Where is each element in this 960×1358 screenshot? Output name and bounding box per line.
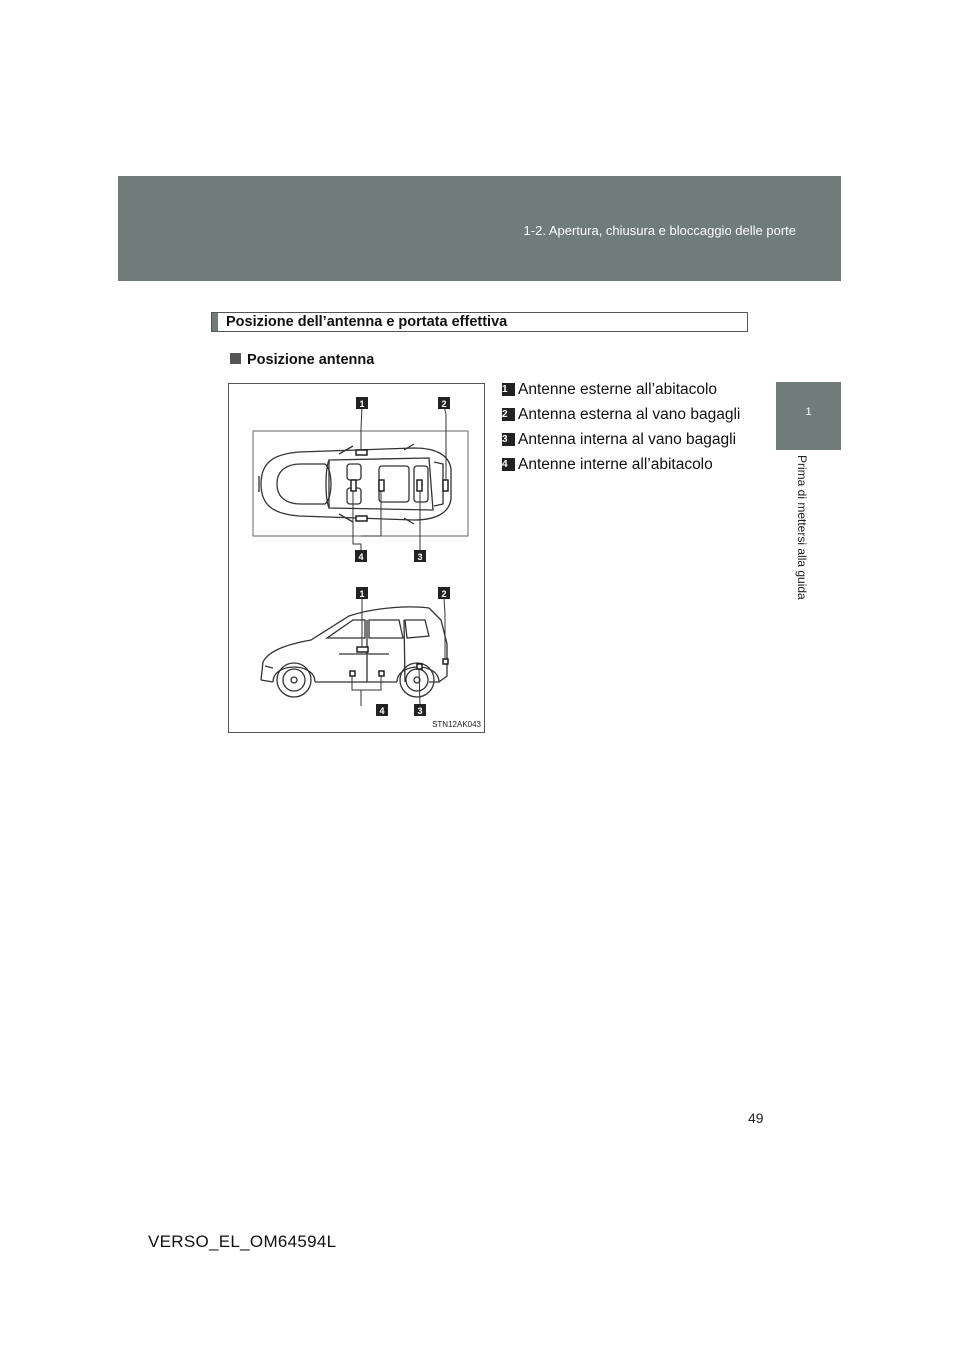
legend-number: 1 (502, 383, 515, 396)
legend-item (502, 403, 745, 426)
top-view-leader-lines (353, 406, 446, 551)
callout-legend (502, 378, 745, 478)
subheading (230, 352, 374, 368)
legend-text: Antenne esterne all’abitacolo (518, 381, 718, 398)
callout-2-top-label: 2 (441, 399, 447, 409)
callout-4-top-label: 4 (358, 552, 364, 562)
legend-text: Antenna interna al vano bagagli (518, 431, 737, 448)
car-diagram (229, 384, 486, 734)
figure-code: STN12AK043 (432, 720, 481, 729)
callout-1-side-label: 1 (359, 589, 365, 599)
square-bullet-icon (230, 353, 241, 364)
footer-doc-code: VERSO_EL_OM64594L (148, 1232, 337, 1251)
callout-4-side-label: 4 (379, 706, 385, 716)
section-title-accent (212, 313, 218, 331)
subheading-text: Posizione antenna (247, 352, 375, 368)
legend-item (502, 378, 745, 401)
antenna-figure (228, 383, 485, 733)
section-title-box (211, 312, 748, 332)
callout-3-top-label: 3 (417, 552, 423, 562)
legend-number: 4 (502, 458, 515, 471)
top-callouts (355, 397, 450, 562)
side-callouts (356, 587, 450, 716)
callout-2-side-label: 2 (441, 589, 447, 599)
legend-text: Antenne interne all’abitacolo (518, 456, 713, 473)
header-band (118, 176, 841, 281)
section-title: Posizione dell’antenna e portata effettiva (226, 314, 508, 330)
legend-text: Antenna esterna al vano bagagli (518, 406, 741, 423)
legend-number: 3 (502, 433, 515, 446)
chapter-tab[interactable] (776, 382, 841, 450)
legend-item (502, 428, 745, 451)
legend-item (502, 453, 745, 476)
page-number: 49 (748, 1110, 764, 1126)
chapter-number: 1 (805, 406, 812, 418)
legend-number: 2 (502, 408, 515, 421)
chapter-title-vertical (786, 455, 809, 645)
callout-3-side-label: 3 (417, 706, 423, 716)
callout-1-top-label: 1 (359, 399, 365, 409)
chapter-title: Prima di mettersi alla guida (795, 455, 809, 600)
header-section-title: 1-2. Apertura, chiusura e bloccaggio delle porte (523, 223, 796, 238)
